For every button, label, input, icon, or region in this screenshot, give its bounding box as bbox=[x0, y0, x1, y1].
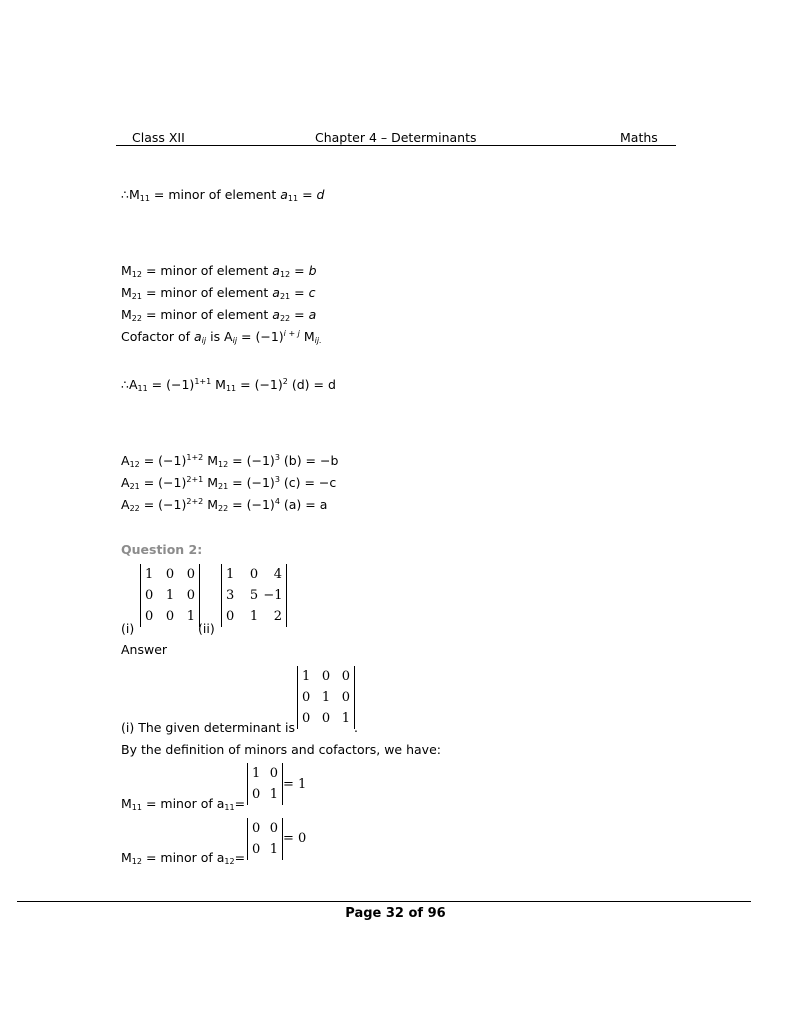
header-rule bbox=[116, 145, 676, 146]
m11-value: = 1 bbox=[283, 777, 307, 792]
matrix-cell: 0 bbox=[252, 842, 261, 857]
matrix-cell: 1 bbox=[145, 567, 154, 582]
question-title: Question 2: bbox=[121, 542, 203, 557]
text-line-a21: $A_{21} = (-1)^{2+1}$ $M_{21} = (-1)^3$ (c) = −c bbox=[121, 475, 337, 491]
given-determinant-text: (i) The given determinant is bbox=[121, 720, 295, 735]
determinant-m11 bbox=[247, 763, 283, 805]
matrix-cell: 0 bbox=[252, 821, 261, 836]
matrix-cell: −1 bbox=[263, 588, 283, 603]
matrix-row bbox=[302, 666, 350, 687]
matrix-cell: 4 bbox=[273, 567, 282, 582]
matrix-cell: 1 bbox=[165, 588, 175, 603]
matrix-cell: 0 bbox=[249, 567, 259, 582]
matrix-row bbox=[145, 606, 195, 627]
matrix-cell: 0 bbox=[341, 690, 350, 705]
footer-rule bbox=[17, 901, 751, 902]
text-line-m21: $M_{21}$ = minor of element $a_{21} = c$ bbox=[121, 285, 316, 301]
matrix-row bbox=[252, 818, 278, 839]
m12-minor-label: $M_{12}$ = minor of $a_{12}=$ bbox=[121, 850, 246, 866]
text-line-cofactor: Cofactor of $a_{ij}$ is $A_{ij} = (-1)^{i + j}$ $M_{ij.}$ bbox=[121, 329, 322, 345]
matrix-cell: 0 bbox=[341, 669, 350, 684]
matrix-cell: 0 bbox=[165, 609, 175, 624]
text-line-a11: $\therefore A_{11} = (-1)^{1+1}$ $M_{11} = (-1)^2$ (d) = d bbox=[121, 377, 336, 393]
given-period: . bbox=[354, 720, 358, 735]
matrix-row bbox=[226, 606, 282, 627]
header-chapter: Chapter 4 – Determinants bbox=[315, 130, 477, 145]
text-line-a12: $A_{12} = (-1)^{1+2}$ $M_{12} = (-1)^3$ (b) = −b bbox=[121, 453, 339, 469]
matrix-row bbox=[252, 763, 278, 784]
determinant-given bbox=[297, 666, 355, 729]
matrix-row bbox=[145, 564, 195, 585]
matrix-row bbox=[302, 708, 350, 729]
matrix-cell: 1 bbox=[226, 567, 235, 582]
text-line-a22: $A_{22} = (-1)^{2+2}$ $M_{22} = (-1)^4$ (a) = a bbox=[121, 497, 328, 513]
matrix-cell: 0 bbox=[145, 588, 154, 603]
by-definition-text: By the definition of minors and cofactors, we have: bbox=[121, 742, 441, 757]
m11-minor-label: $M_{11}$ = minor of $a_{11}=$ bbox=[121, 796, 246, 812]
matrix-cell: 0 bbox=[321, 669, 331, 684]
matrix-cell: 0 bbox=[321, 711, 331, 726]
text-line-m11: $\therefore M_{11}$ = minor of element $a_{11} = d$ bbox=[121, 187, 325, 203]
m12-value: = 0 bbox=[283, 831, 307, 846]
answer-label: Answer bbox=[121, 642, 168, 657]
matrix-cell: 1 bbox=[321, 690, 331, 705]
matrix-cell: 0 bbox=[145, 609, 154, 624]
page-number: Page 32 of 96 bbox=[345, 906, 446, 921]
matrix-cell: 0 bbox=[186, 567, 195, 582]
determinant-ii bbox=[221, 564, 287, 627]
matrix-row bbox=[226, 585, 282, 606]
matrix-row bbox=[226, 564, 282, 585]
matrix-cell: 5 bbox=[249, 588, 259, 603]
matrix-row bbox=[252, 784, 278, 805]
matrix-row bbox=[302, 687, 350, 708]
matrix-cell: 0 bbox=[302, 711, 311, 726]
text-line-m22: $M_{22}$ = minor of element $a_{22} = a$ bbox=[121, 307, 317, 323]
matrix-cell: 1 bbox=[269, 842, 278, 857]
matrix-cell: 1 bbox=[249, 609, 259, 624]
part-ii-label: (ii) bbox=[198, 621, 215, 636]
part-i-label: (i) bbox=[121, 621, 135, 636]
matrix-cell: 1 bbox=[341, 711, 350, 726]
matrix-cell: 0 bbox=[302, 690, 311, 705]
matrix-cell: 1 bbox=[252, 766, 261, 781]
matrix-cell: 1 bbox=[186, 609, 195, 624]
determinant-m12 bbox=[247, 818, 283, 860]
matrix-cell: 0 bbox=[269, 766, 278, 781]
text-line-m12: $M_{12}$ = minor of element $a_{12} = b$ bbox=[121, 263, 317, 279]
matrix-cell: 0 bbox=[252, 787, 261, 802]
matrix-cell: 1 bbox=[269, 787, 278, 802]
matrix-cell: 0 bbox=[269, 821, 278, 836]
matrix-cell: 0 bbox=[226, 609, 235, 624]
matrix-cell: 0 bbox=[165, 567, 175, 582]
matrix-cell: 1 bbox=[302, 669, 311, 684]
header-subject: Maths bbox=[620, 130, 658, 145]
matrix-cell: 2 bbox=[273, 609, 282, 624]
matrix-row bbox=[145, 585, 195, 606]
matrix-cell: 0 bbox=[186, 588, 195, 603]
header-class: Class XII bbox=[132, 130, 185, 145]
determinant-i bbox=[140, 564, 200, 627]
matrix-cell: 3 bbox=[226, 588, 235, 603]
matrix-row bbox=[252, 839, 278, 860]
